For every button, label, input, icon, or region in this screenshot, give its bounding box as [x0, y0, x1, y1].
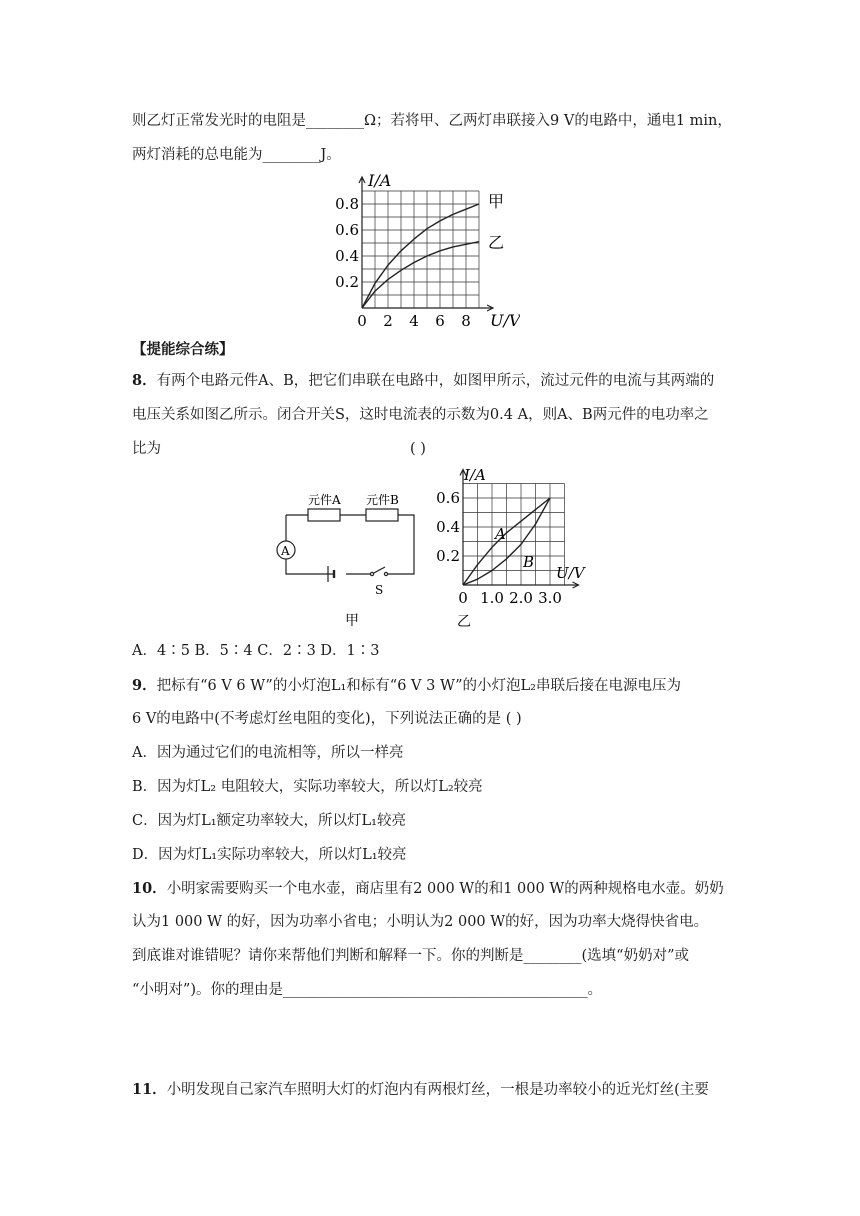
q8-line-1 — [132, 371, 714, 391]
q9-text-1: 把标有“6 V 6 W”的小灯泡L₁和标有“6 V 3 W”的小灯泡L₂串联后接在电源电压为 — [156, 678, 681, 694]
q8-answer-bracket: ( ) — [410, 441, 426, 457]
q8-text-line-2: 电压关系如图乙所示。闭合开关S，这时电流表的示数为0.4 A，则A、B两元件的电功率之 — [132, 407, 709, 423]
q8-text-1: 有两个电路元件A、B，把它们串联在电路中，如图甲所示，流过元件的电流与其两端的 — [156, 373, 715, 389]
c2-x-tick: 3.0 — [538, 589, 562, 607]
c1-x-tick: 0 — [357, 312, 367, 328]
chart2-series-label-a: A — [495, 525, 506, 543]
c2-y-tick: 0.6 — [436, 489, 460, 507]
c1-y-tick: 0.6 — [335, 221, 359, 239]
chart2-series-label-b: B — [523, 553, 535, 571]
q8-text-line-3: 比为 — [132, 441, 161, 457]
chart-iu-lamps — [320, 168, 520, 328]
chart2-ylabel: I/A — [464, 466, 486, 484]
q11-text-1: 小明发现自己家汽车照明大灯的灯泡内有两根灯丝，一根是功率较小的近光灯丝(主要 — [166, 1082, 709, 1098]
circuit-diagram — [270, 490, 430, 630]
section-heading: 【提能综合练】 — [132, 341, 234, 358]
circuit-caption: 甲 — [345, 613, 359, 629]
chart-iu-elements — [436, 462, 596, 632]
circuit-label-element-a: 元件A — [308, 493, 341, 507]
q10-text-line-3: 到底谁对谁错呢？请你来帮他们判断和解释一下。你的判断是________(选填“奶奶对”或 — [132, 948, 689, 964]
c1-x-tick: 2 — [383, 312, 393, 328]
circuit-switch-label: S — [375, 583, 384, 597]
c1-y-tick: 0.4 — [335, 247, 359, 265]
chart1-ylabel: I/A — [368, 171, 392, 190]
c1-x-tick: 8 — [461, 312, 471, 328]
q9-option-b: B．因为灯L₂ 电阻较大，实际功率较大，所以灯L₂较亮 — [132, 779, 483, 795]
circuit-label-element-b: 元件B — [366, 493, 399, 507]
c2-x-tick: 0 — [458, 589, 468, 607]
chart2-xlabel: U/V — [556, 564, 585, 582]
q10-line-1 — [132, 879, 724, 899]
circuit-ammeter-label: A — [281, 544, 290, 558]
q9-option-a: A．因为通过它们的电流相等，所以一样亮 — [132, 745, 404, 761]
q9-number: 9． — [132, 677, 157, 694]
c1-series-line-1 — [362, 242, 479, 308]
c2-x-tick: 1.0 — [480, 589, 504, 607]
q9-option-c: C．因为灯L₁额定功率较大，所以灯L₁较亮 — [132, 813, 406, 829]
chart1-series-label-jia: 甲 — [488, 192, 505, 211]
q10-text-1: 小明家需要购买一个电水壶，商店里有2 000 W的和1 000 W的两种规格电水壶。奶奶 — [166, 881, 724, 897]
q7-text-line-2: 两灯消耗的总电能为________J。 — [132, 147, 341, 163]
c2-y-tick: 0.4 — [436, 518, 460, 536]
q9-line-1 — [132, 676, 681, 696]
chart1-axes — [359, 177, 493, 311]
q7-text-line-1: 则乙灯正常发光时的电阻是________Ω；若将甲、乙两灯串联接入9 V的电路中，通电1 min， — [132, 113, 732, 129]
q8-options: A．4∶5 B．5∶4 C．2∶3 D．1∶3 — [132, 643, 380, 659]
q10-text-line-2: 认为1 000 W 的好，因为功率小省电；小明认为2 000 W的好，因为功率大烧得快省电。 — [132, 914, 709, 930]
c2-y-tick: 0.2 — [436, 547, 460, 565]
c1-y-tick: 0.2 — [335, 273, 359, 291]
chart1-series-label-yi: 乙 — [488, 233, 505, 252]
c1-y-tick: 0.8 — [335, 195, 359, 213]
q10-number: 10． — [132, 880, 167, 897]
chart2-caption: 乙 — [457, 614, 471, 630]
q10-text-line-4: “小明对”)。你的理由是__________________________________________。 — [132, 982, 602, 998]
q9-option-d: D．因为灯L₁实际功率较大，所以灯L₁较亮 — [132, 847, 407, 863]
c1-x-tick: 4 — [409, 312, 419, 328]
chart2-tick-labels — [436, 489, 562, 607]
chart1-xlabel: U/V — [490, 311, 520, 328]
c2-x-tick: 2.0 — [509, 589, 533, 607]
c1-x-tick: 6 — [435, 312, 445, 328]
chart1-grid — [362, 191, 479, 308]
q8-number: 8． — [132, 372, 157, 389]
q11-number: 11． — [132, 1081, 167, 1098]
q11-line-1 — [132, 1080, 709, 1100]
q9-text-line-2: 6 V的电路中(不考虑灯丝电阻的变化)，下列说法正确的是 ( ) — [132, 711, 522, 727]
